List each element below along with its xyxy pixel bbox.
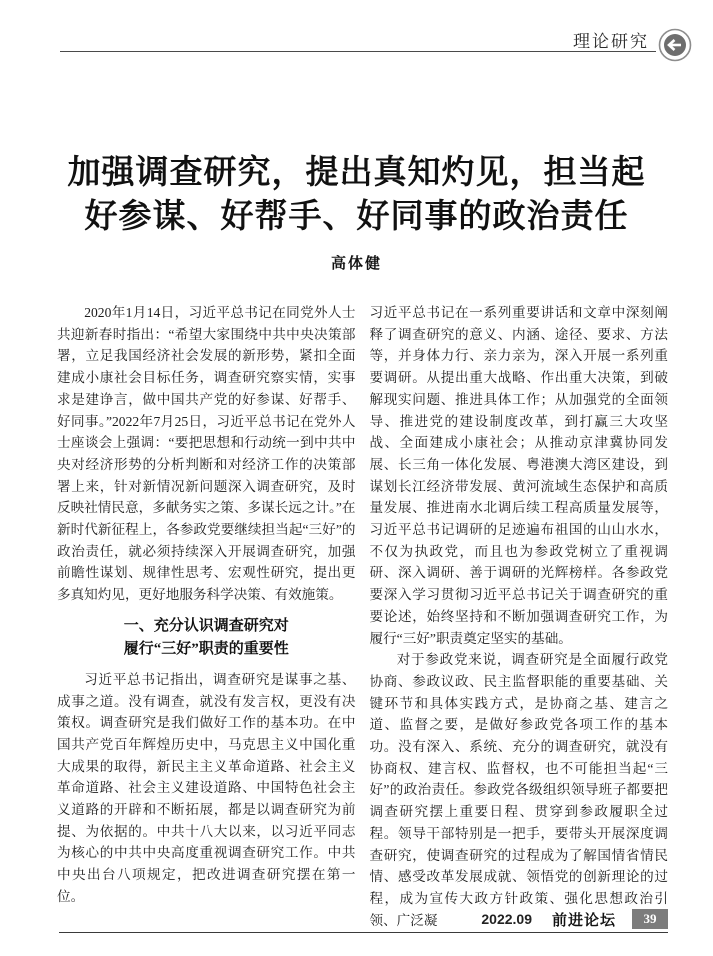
paragraph-2: 习近平总书记指出，调查研究是谋事之基、成事之道。没有调查，就没有发言权，更没有决策权。调查研究是我们做好工作的基本功。在中国共产党百年辉煌历史中，马克思主义中国化重大成果的取得，新民主主义革命道路、社会主义革命道路、社会主义建设道路、中国特色社会主义道路的开辟和不断拓展，都是以调查研究为前提、为依据的。中共十八大以来，以习近平同志为核心的中共中央高度重视调查研究工作。中共中央出台八项规定，把改进调查研究摆在第一位。	[57, 671, 356, 904]
article-author: 高体健	[330, 255, 382, 272]
left-column	[57, 302, 356, 931]
article-body	[57, 302, 668, 931]
section-heading-line1: 一、充分认识调查研究对	[123, 617, 289, 634]
journal-name: 前进论坛	[551, 911, 616, 929]
paragraph-3: 对于参政党来说，调查研究是全面履行政党协商、参政议政、民主监督职能的重要基础、关键环节和具体实践方式，是协商之基、建言之道、监督之要，是做好参政党各项工作的基本功。没有深入、系统、充分的调查研究，就没有协商权、建言权、监督权，也不可能担当起“三好”的政治责任。参政党各级组织领导班子都要把调查研究摆上重要日程、贯穿到参政履职全过程。领导干部特别是一把手，要带头开展深度调查研究，使调查研究的过程成为了解国情省情民情、感受改革发展成就、领悟党的创新理论的过程，成为宣传大政方针政策、强化思想政治引领、广泛凝	[369, 652, 668, 928]
page-footer	[59, 906, 668, 933]
article-title	[30, 150, 683, 238]
section-heading	[57, 615, 356, 661]
issue-date: 2022.09	[481, 911, 532, 927]
section-label: 理论研究	[573, 32, 649, 51]
article-title-line2: 好参谋、好帮手、好同事的政治责任	[84, 197, 629, 234]
section-heading-line2: 履行“三好”职责的重要性	[123, 640, 289, 657]
right-column	[370, 302, 669, 931]
page-number-badge: 39	[632, 909, 668, 929]
article-title-line1: 加强调查研究，提出真知灼见，担当起	[67, 153, 646, 190]
paragraph-1: 2020年1月14日，习近平总书记在同党外人士共迎新春时指出：“希望大家围绕中共中央决策部署，立足我国经济社会发展的新形势，紧扣全面建成小康社会目标任务，调查研究察实情，实事求是建诤言，做中国共产党的好参谋、好帮手、好同事。”2022年7月25日，习近平总书记在党外人士座谈会上强调：“要把思想和行动统一到中共中央对经济形势的分析判断和对经济工作的决策部署上来，针对新情况新问题深入调查研究，及时反映社情民意，多献务实之策、多谋长远之计。”在新时代新征程上，各参政党要继续担当起“三好”的政治责任，就必须持续深入开展调查研究，加强前瞻性谋划、规律性思考、宏观性研究，提出更多真知灼见，更好地服务科学决策、有效施策。	[57, 305, 356, 603]
circle-left-arrow-icon	[658, 28, 692, 62]
header-rule	[60, 51, 656, 52]
paragraph-2-continued: 习近平总书记在一系列重要讲话和文章中深刻阐释了调查研究的意义、内涵、途径、要求、方法等，并身体力行、亲力亲为，深入开展一系列重要调研。从提出重大战略、作出重大决策，到破解现实问题、推进具体工作；从加强党的全面领导、推进党的建设制度改革，到打赢三大攻坚战、全面建成小康社会；从推动京津冀协同发展、长三角一体化发展、粤港澳大湾区建设，到谋划长江经济带发展、黄河流域生态保护和高质量发展、推进南水北调后续工程高质量发展等，习近平总书记调研的足迹遍布祖国的山山水水，不仅为执政党，而且也为参政党树立了重视调研、深入调研、善于调研的光辉榜样。各参政党要深入学习贯彻习近平总书记关于调查研究的重要论述，始终坚持和不断加强调查研究工作，为履行“三好”职责奠定坚实的基础。	[369, 305, 668, 646]
